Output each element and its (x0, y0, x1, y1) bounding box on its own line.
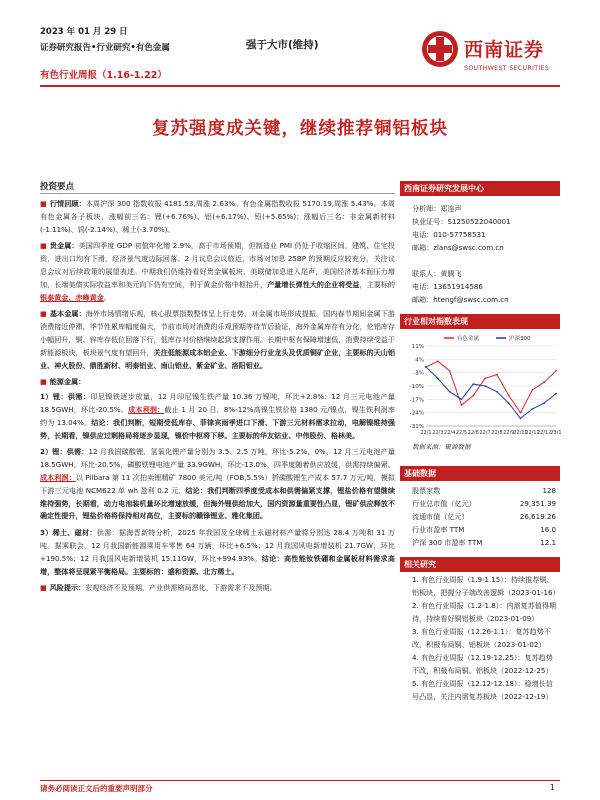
analyst-phone: 电话：010-57758531 (412, 230, 486, 239)
bullet-icon: ■ (40, 377, 47, 387)
section-label: 1）锂：供需： (40, 392, 91, 402)
x-tick-label: 22/3 (432, 430, 444, 436)
data-point (449, 391, 451, 393)
x-tick-label: 22/6 (467, 430, 479, 436)
data-point (437, 377, 439, 379)
team-header: 西南证券研究发展中心 (400, 181, 560, 196)
basics-label: 行业总市值（亿元） (412, 499, 476, 508)
bullet-text: 美国四季度 GDP 初值年化增 2.9%，高于市场预期，但制造业 PMI 仍处于收缩区间，建筑、住宅投资，进出口均有下滑，经济景气度边际回落。2 月议息会议临近，市场对加息 25BP 的预期反应较充分，关注议息会议对后续政策的展望表述。中期我们仍维持看好贵金属板块，美联储加息进入尾声，美国经济基本面压力增加，长端美债实际收益率和美元向下仍有空间，利于黄金价格中枢抬升， (40, 241, 396, 289)
bullet-head: 风险提示： (49, 583, 86, 593)
bullet-head: 能源金属： (49, 377, 86, 387)
bullet-stocks: 银泰黄金、赤峰黄金 (40, 292, 104, 302)
bullet-base (40, 308, 395, 372)
bullet-head: 行情回顾： (49, 199, 86, 208)
contact-email[interactable]: 邮箱：htengf@swsc.com.cn (412, 295, 509, 304)
y-tick-label: -3% (413, 370, 424, 377)
data-point (543, 402, 545, 404)
data-point (531, 408, 533, 410)
bullet-risk (40, 582, 395, 595)
bullet-head: 基本金属： (49, 309, 86, 319)
data-point (496, 374, 498, 376)
data-point (449, 370, 451, 372)
data-point (425, 366, 427, 368)
legend-label: 沪深300 (509, 336, 531, 342)
basics-value: 29,351.39 (519, 499, 556, 508)
basics-label: 沪深 300 市盈率 TTM (412, 538, 483, 547)
energy-section (40, 391, 395, 442)
bullet-text: 海外市场情绪乐观，核心股票指数整体呈上行走势，对金属市场形成提振。国内春节期间金属下游消费接近停滞，季节性累库幅度偏大，节前市场对消费的乐观预期等待节后验证，海外金属库存有分化，伦铝库存小幅回升，铜、锌库存低位回落下行，低库存对价格继续起到支撑作用。长期中枢有保障增速低，消费持续受益于新能源板块，板块景气度有望回升， (40, 309, 396, 357)
related-report-link[interactable]: 1. 有色行业周报（1.9-1.15）：持续推荐铜、铝板块，把握分子端改善逻辑（2023-01-16） (412, 575, 560, 597)
related-report-link[interactable]: 2. 有色行业周报（1.2-1.8）：内需复苏值得期待，持续看好铜铝板块（2023-01-09） (412, 601, 557, 623)
analyst-license: 执业证号：S1250522040001 (412, 217, 511, 226)
highlights-label: 投资要点 (40, 182, 75, 192)
page-number: 1 (550, 783, 555, 792)
bullet-bold: 关注低能源成本铝企业、下游细分行业龙头及优质铜矿企业，主要标的天山铝业、神火股份、鼎胜新材、明泰铝业、南山铝业、紫金矿业、洛阳钼业。 (40, 347, 396, 370)
x-tick-label: 22/8 (491, 430, 503, 436)
y-tick-label: -24% (409, 410, 424, 417)
bullet-icon: ■ (40, 309, 47, 319)
logo-cn: 西南证券 (464, 39, 545, 61)
basics-row (412, 536, 556, 549)
rating: 强于大市(维持) (246, 39, 319, 51)
x-tick-label: 22/11 (525, 430, 540, 436)
basics-row (412, 510, 556, 523)
x-tick-label: 23/1 (550, 430, 562, 436)
series-line (426, 367, 556, 418)
bullet-icon: ■ (40, 241, 47, 251)
relative-index-chart (400, 332, 560, 442)
data-point (520, 417, 522, 419)
section-text: 12 月我国碳酸锂、氢氧化锂产量分别为 3.5、2.5 万吨，环比-5.2%、0%，12 月三元电池产量 18.5GWH，环比-20.5%，磷酸铁锂电池产量 33.9GWH，环比-13.0%，四季度随着供应放缓，供需持续偏紧。 (40, 447, 396, 470)
data-point (508, 402, 510, 404)
contact-phone: 电话：13651914586 (412, 282, 483, 291)
basics-header: 基础数据 (400, 466, 560, 481)
basics-value: 128 (542, 486, 556, 495)
section-conclusion: 结论：我们判断四季度受成本和供需偏紧支撑，锂盐价格有望继续维持强势，长期看，动力电池装机量环比增速放缓，但海外锂供给加大，国内资源量重要性凸显，锂矿供应释放不确定性提升，锂盐价格将保持相对高位，主要标的赣锋锂业、雅化集团。 (40, 485, 396, 521)
data-point (508, 395, 510, 397)
header-divider (40, 85, 560, 87)
reports-header: 相关研究 (400, 557, 560, 572)
company-logo (420, 25, 580, 85)
y-tick-label: -17% (409, 397, 424, 404)
section-text2: 截止 1 月 20 日，8%-12%高镍生铁价格 1380 元/镍点，镍生铁利润率约为 13.04%。 (40, 404, 396, 427)
data-point (461, 404, 463, 406)
team-info (412, 202, 511, 306)
data-point (555, 370, 557, 372)
x-tick-label: 22/4 (444, 430, 456, 436)
section-text: 印尼镍铁逐步放量，12 月印尼镍生铁产量 10.36 万镍吨，环比+2.8%；12 月三元电池产量 18.5GWH，环比-20.5%。 (40, 392, 395, 414)
related-report-link[interactable]: 5. 有色行业周报（12.12-12.18）：稳增长信号凸显，关注内需复苏板块（2022-12-19） (412, 679, 553, 701)
spacer (412, 254, 511, 267)
data-source: 数据来源：聚源数据 (412, 443, 471, 451)
y-tick-label: -10% (409, 384, 424, 390)
highlights-divider (40, 193, 395, 194)
bullet-energy (40, 376, 395, 389)
legend-label: 有色金属 (457, 336, 480, 342)
analyst-name: 分析师：郑连声 (412, 204, 462, 213)
logo-emblem-icon (420, 29, 460, 69)
data-point (555, 393, 557, 395)
x-tick-label: 22/5 (455, 430, 468, 436)
data-point (496, 391, 498, 393)
data-point (484, 377, 486, 379)
basics-label: 行业市盈率 TTM (412, 525, 465, 534)
data-point (520, 412, 522, 414)
energy-section (40, 527, 395, 578)
x-tick-label: 22/9 (503, 430, 515, 436)
footer-divider (40, 780, 560, 781)
bullet-text: 宏观经济不及预期，产业供需格局恶化，下游需求不及预期。 (85, 583, 277, 593)
x-tick-label: 22/12 (536, 430, 552, 436)
basics-label: 流通市值（亿元） (412, 512, 469, 521)
data-point (484, 385, 486, 387)
weekly-tag: 有色行业周报（1.16-1.22） (40, 70, 167, 81)
related-reports (412, 574, 558, 704)
report-title: 复苏强度成关键，继续推荐铜铝板块 (152, 119, 448, 139)
bullet-end: 。 (103, 292, 111, 302)
basics-value: 16.0 (540, 525, 556, 534)
basics-value: 12.1 (540, 538, 556, 547)
main-content (40, 198, 395, 599)
section-label: 3）稀土、磁材： (40, 528, 97, 538)
bullet-icon: ■ (40, 199, 47, 208)
bullet-text: 本周沪深 300 指数收报 4181.53,周涨 2.63%。有色金属指数收报 5170.19,周涨 5.43%。本周有色金属各子板块，涨幅前三名：锂(+6.76%)、铝(+6.17%)、铅(+5.65%)；涨幅后三名：非金属新材料(-1.11%)、钨(-2.14%)、稀土(-3.70%)。 (40, 199, 395, 234)
y-tick-label: 4% (415, 357, 424, 364)
data-point (437, 360, 439, 362)
footer-disclaimer: 请务必阅读正文后的重要声明部分 (40, 784, 153, 793)
bullet-icon: ■ (40, 583, 47, 593)
basics-table (412, 484, 556, 549)
section-text: 供需：据海晋新特分析，2025 年我国及全球稀土永磁材料产量将分别达 28.4 万吨和 31 万吨。据乘联会，12 月我国新能源乘用车零售 64 万辆，环比+6.5%；12 月我国风电新增装机 21.7GW，环比+190.5%；12 月我国风电新增装机 15.11GW，环比+994.93%。 (40, 528, 396, 563)
analyst-email[interactable]: 邮箱：zlans@swsc.com.cn (412, 243, 504, 252)
basics-label: 股票家数 (412, 486, 441, 495)
energy-section (40, 446, 395, 523)
data-point (531, 389, 533, 391)
report-date: 2023 年 01 月 29 日 (40, 27, 128, 37)
y-tick-label: 11% (411, 344, 424, 350)
logo-en: SOUTHWEST SECURITIES (464, 65, 550, 72)
y-tick-label: -31% (409, 424, 424, 430)
bullet-tail: ，主要标的 (359, 279, 396, 289)
report-category: 证券研究报告•行业研究•有色金属 (40, 43, 170, 53)
related-report-link[interactable]: 3. 有色行业周报（12.26-1.1）：复苏趋势不改，积极布局铜、铝板块（2023-01-02） (412, 627, 551, 649)
basics-row (412, 523, 556, 536)
data-point (472, 395, 474, 397)
contact-name: 联系人：黄腾飞 (412, 269, 462, 278)
data-point (461, 398, 463, 400)
section-conclusion: 结论：高性能钕铁硼和金属板材料需求高增，整体将呈现紧平衡格局。主要标的：盛和资源、北方稀土。 (40, 553, 396, 576)
section-red: 成本利润： (40, 472, 76, 482)
section-red: 成本利润： (128, 404, 165, 414)
bullet-head: 贵金属： (49, 241, 79, 251)
data-point (543, 381, 545, 383)
related-report-link[interactable]: 4. 有色行业周报（12.19-12.25）：复苏趋势不改，积极布局铜、铝板块（2022-12-25） (412, 653, 553, 675)
bullet-market (40, 198, 395, 236)
x-tick-label: 22/1 (420, 430, 432, 436)
basics-value: 26,619.26 (519, 512, 556, 521)
basics-row (412, 484, 556, 497)
bullet-precious (40, 240, 395, 304)
data-point (472, 383, 474, 385)
x-tick-label: 22/7 (479, 430, 491, 436)
section-conclusion: 结论：我们判断，短期受低库存、菲律宾雨季进口下滑、下游三元材料需求拉动，电解镍维持强势，长期看，镍供应过剩格局将逐步显现，镍价中枢将下移。主要标的华友钴业、中伟股份、格林美。 (40, 417, 395, 440)
x-tick-label: 22/10 (513, 430, 528, 436)
chart-header: 行业相对指数表现 (400, 314, 560, 329)
section-text2: 以 Pilbara 第 11 次拍卖锂精矿 7800 美元/吨（FOB,5.5%）折碳酸锂生产成本 57.7 万元/吨，模拟下游三元电池 NCM622 单 wh 盈利 0.2 元， (40, 472, 395, 495)
section-label: 2）锂：供需： (40, 447, 89, 457)
bullet-bold: 产量增长弹性大的企业将受益 (267, 279, 360, 289)
basics-row (412, 497, 556, 510)
